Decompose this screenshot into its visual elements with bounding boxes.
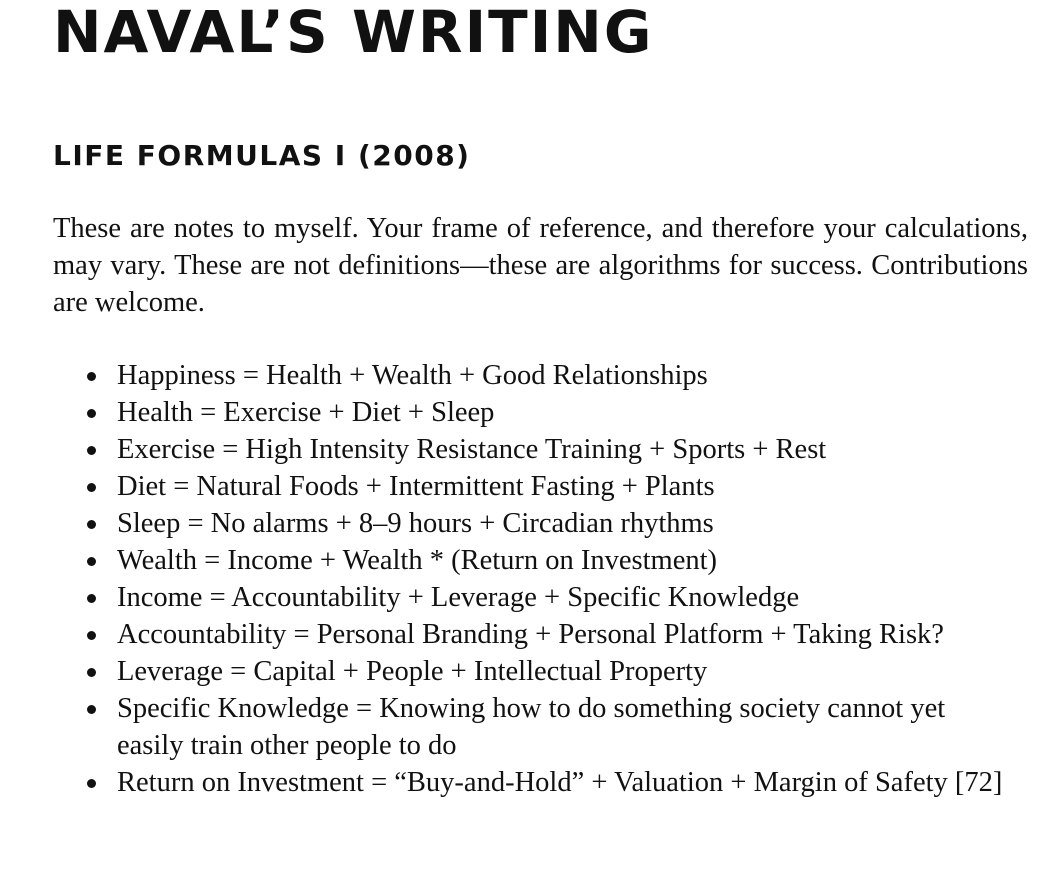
list-item bbox=[117, 357, 1017, 394]
list-item-text: Health = Exercise + Diet + Sleep bbox=[117, 397, 495, 428]
bullet-icon bbox=[87, 668, 96, 677]
list-item-text: Happiness = Health + Wealth + Good Relationships bbox=[117, 360, 708, 391]
list-item-text: Leverage = Capital + People + Intellectual Property bbox=[117, 656, 708, 687]
list-item bbox=[117, 616, 1017, 653]
list-item bbox=[117, 394, 1017, 431]
list-item bbox=[117, 468, 1017, 505]
list-item bbox=[117, 542, 1017, 579]
bullet-icon bbox=[87, 557, 96, 566]
list-item-text: Sleep = No alarms + 8–9 hours + Circadian rhythms bbox=[117, 508, 714, 539]
bullet-icon bbox=[87, 779, 96, 788]
bullet-icon bbox=[87, 631, 96, 640]
list-item bbox=[117, 690, 1017, 764]
bullet-icon bbox=[87, 409, 96, 418]
list-item-text: Wealth = Income + Wealth * (Return on Investment) bbox=[117, 545, 718, 576]
list-item bbox=[117, 505, 1017, 542]
list-item-text: Accountability = Personal Branding + Personal Platform + Taking Risk? bbox=[117, 619, 944, 650]
list-item-text: Exercise = High Intensity Resistance Training + Sports + Rest bbox=[117, 434, 827, 465]
list-item bbox=[117, 431, 1017, 468]
list-item-text: Return on Investment = “Buy-and-Hold” + Valuation + Margin of Safety [72] bbox=[117, 767, 1003, 798]
list-item bbox=[117, 653, 1017, 690]
bullet-icon bbox=[87, 372, 96, 381]
list-item-text: Specific Knowledge = Knowing how to do something society cannot yet easily train other people to do bbox=[117, 693, 946, 761]
formula-list bbox=[53, 357, 1017, 801]
bullet-icon bbox=[87, 446, 96, 455]
list-item bbox=[117, 579, 1017, 616]
section-title: LIFE FORMULAS I (2008) bbox=[53, 139, 471, 172]
document-page bbox=[53, 0, 1028, 801]
bullet-icon bbox=[87, 705, 96, 714]
bullet-icon bbox=[87, 483, 96, 492]
list-item-text: Diet = Natural Foods + Intermittent Fasting + Plants bbox=[117, 471, 715, 502]
bullet-icon bbox=[87, 520, 96, 529]
book-title: NAVAL’S WRITING bbox=[53, 0, 654, 66]
bullet-icon bbox=[87, 594, 96, 603]
intro-paragraph: These are notes to myself. Your frame of reference, and therefore your calculations, may vary. These are not definitions—these are algorithms for success. Contributions are welcome. bbox=[53, 213, 1028, 318]
list-item-text: Income = Accountability + Leverage + Specific Knowledge bbox=[117, 582, 800, 613]
list-item bbox=[117, 764, 1017, 801]
